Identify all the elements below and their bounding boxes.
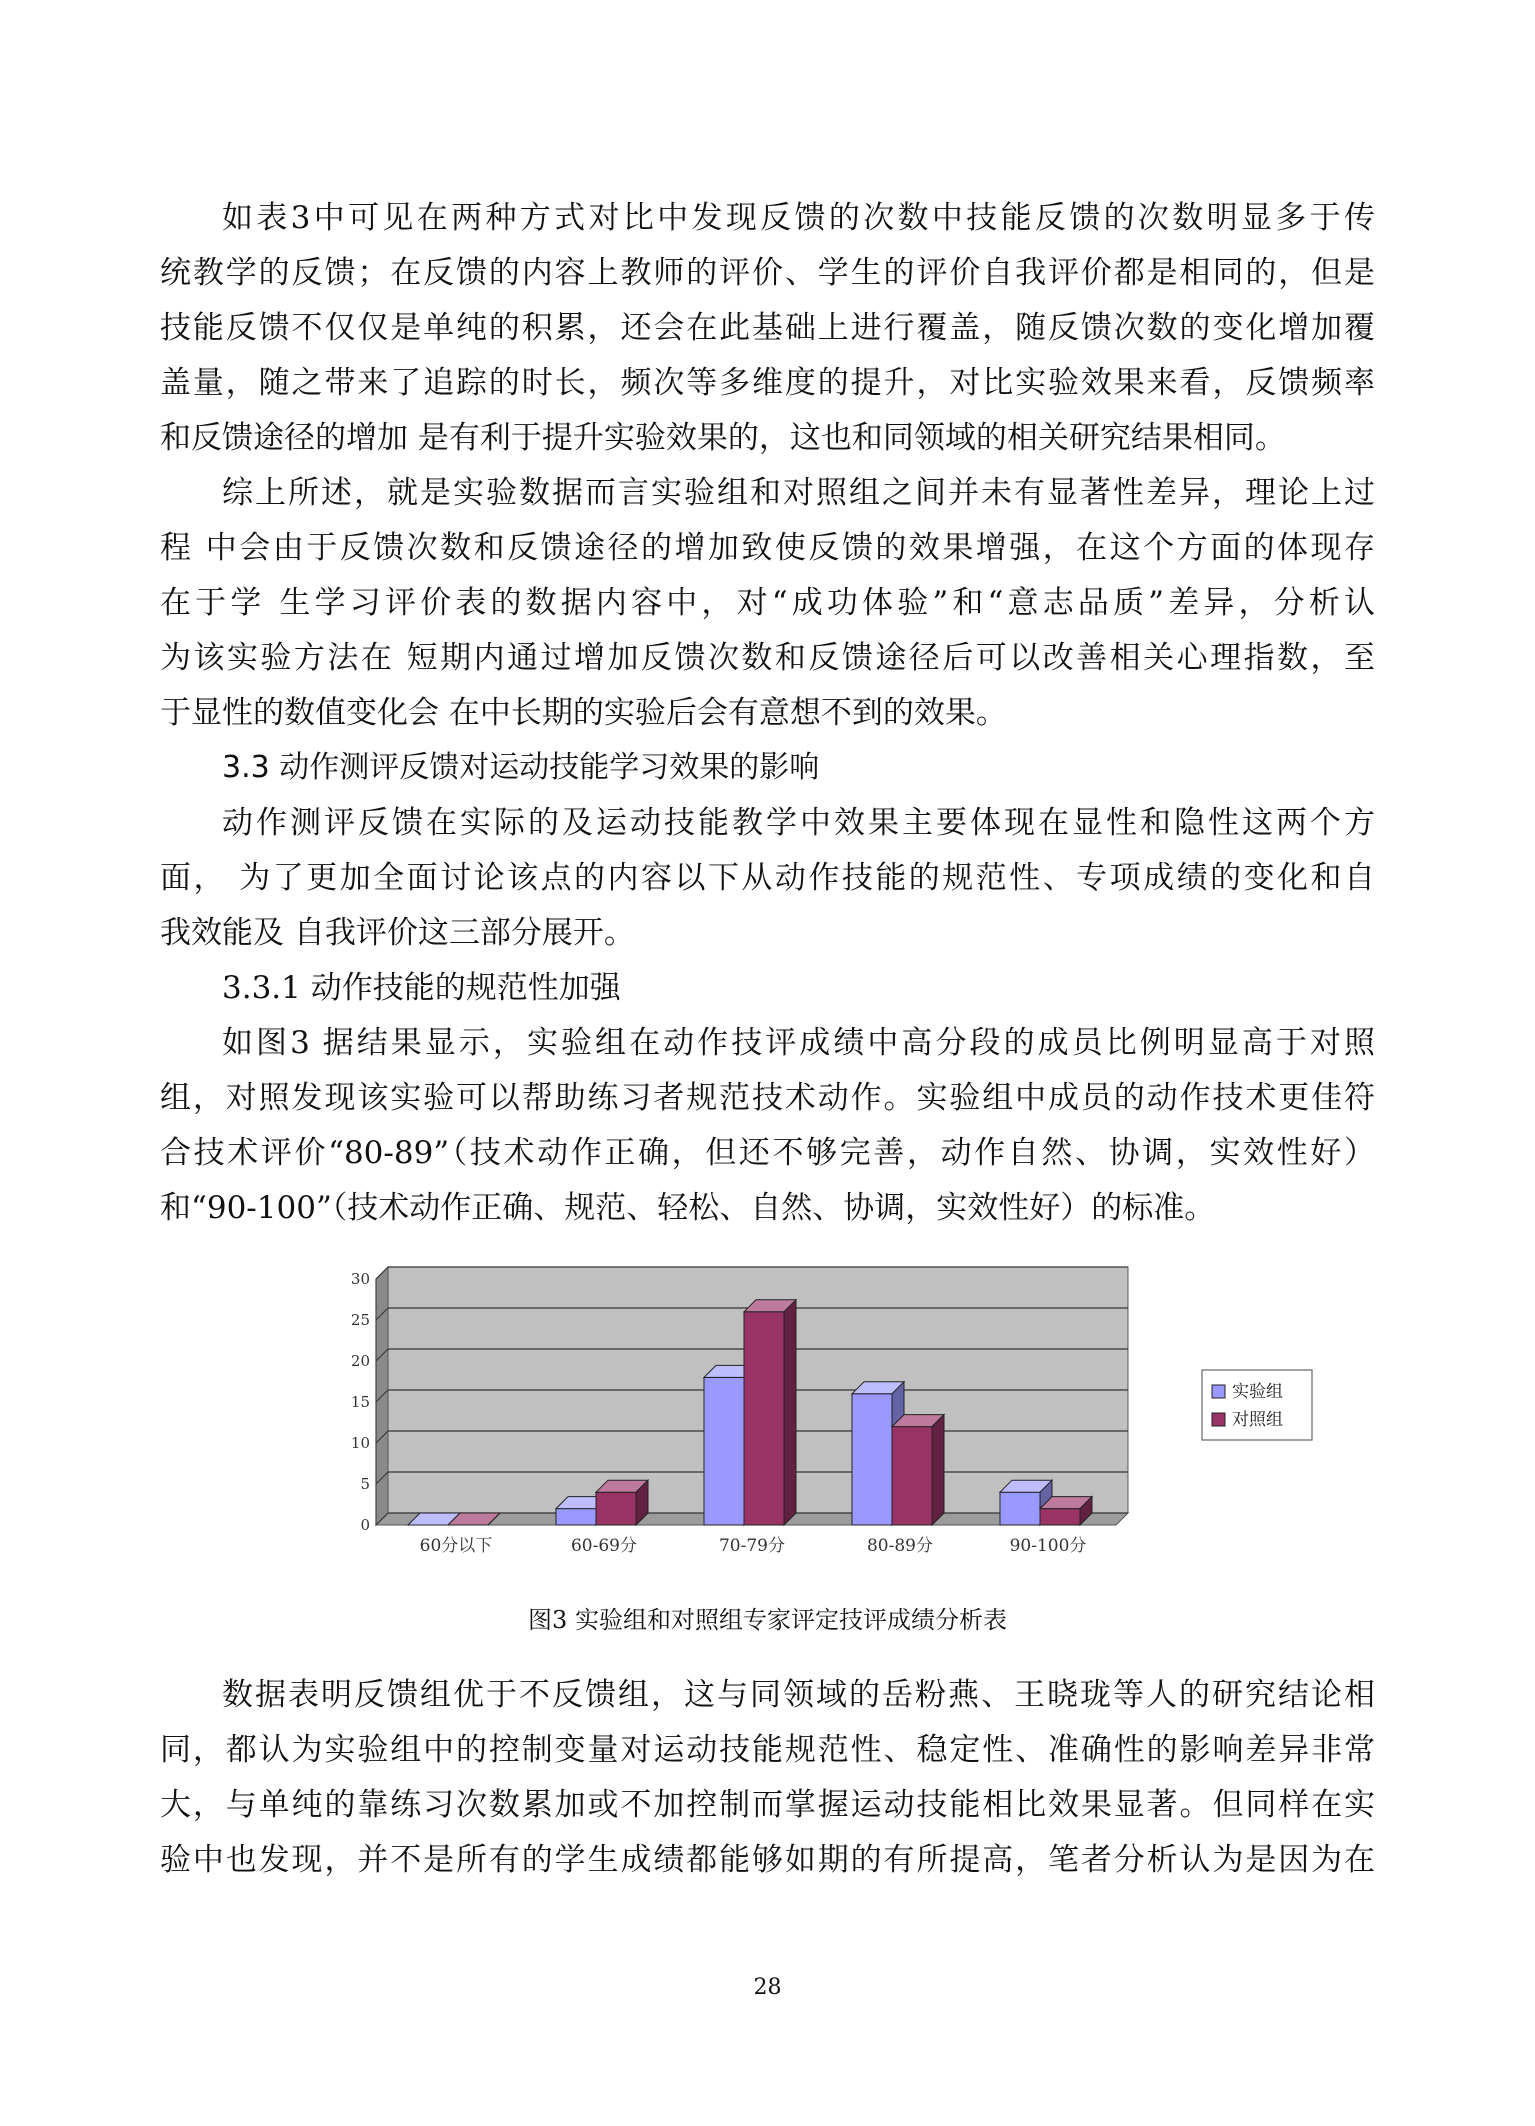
legend-swatch bbox=[1212, 1413, 1225, 1426]
legend-label: 对照组 bbox=[1232, 1410, 1283, 1430]
bar-side bbox=[784, 1300, 796, 1525]
bar-control bbox=[1040, 1509, 1080, 1525]
figure-caption: 图3 实验组和对照组专家评定技评成绩分析表 bbox=[528, 1606, 1007, 1634]
text-line: 和反馈途径的增加 是有利于提升实验效果的，这也和同领域的相关研究结果相同。 bbox=[160, 420, 1286, 456]
text-line: 程 中会由于反馈次数和反馈途径的增加致使反馈的效果增强，在这个方面的体现存 bbox=[160, 530, 1375, 566]
text-line: 在于学 生学习评价表的数据内容中，对“成功体验”和“意志品质”差异，分析认 bbox=[160, 585, 1375, 621]
text-line: 我效能及 自我评价这三部分展开。 bbox=[160, 915, 635, 951]
text-line: 数据表明反馈组优于不反馈组，这与同领域的岳粉燕、王晓珑等人的研究结论相 bbox=[222, 1677, 1375, 1713]
x-tick-label: 90-100分 bbox=[1009, 1536, 1087, 1556]
text-line: 动作测评反馈在实际的及运动技能教学中效果主要体现在显性和隐性这两个方 bbox=[222, 805, 1375, 841]
text-line: 合技术评价“80-89”（技术动作正确，但还不够完善，动作自然、协调，实效性好） bbox=[160, 1135, 1375, 1171]
subsection-heading-3-3-1: 3.3.1 动作技能的规范性加强 bbox=[222, 970, 621, 1006]
x-tick-label: 80-89分 bbox=[866, 1536, 934, 1556]
bar-experimental bbox=[556, 1509, 596, 1525]
text-line: 大，与单纯的靠练习次数累加或不加控制而掌握运动技能相比效果显著。但同样在实 bbox=[160, 1787, 1375, 1823]
bar-side bbox=[932, 1415, 944, 1525]
text-line: 盖量，随之带来了追踪的时长，频次等多维度的提升，对比实验效果来看，反馈频率 bbox=[160, 365, 1375, 401]
text-line: 如图3 据结果显示，实验组在动作技评成绩中高分段的成员比例明显高于对照 bbox=[222, 1025, 1375, 1061]
bar-experimental bbox=[1000, 1492, 1040, 1525]
bar-experimental bbox=[704, 1377, 744, 1525]
y-tick-label: 15 bbox=[350, 1393, 370, 1411]
text-line: 为该实验方法在 短期内通过增加反馈次数和反馈途径后可以改善相关心理指数，至 bbox=[160, 640, 1375, 676]
text-line: 技能反馈不仅仅是单纯的积累，还会在此基础上进行覆盖，随反馈次数的变化增加覆 bbox=[160, 310, 1375, 346]
x-tick-label: 70-79分 bbox=[718, 1536, 786, 1556]
text-line: 于显性的数值变化会 在中长期的实验后会有意想不到的效果。 bbox=[160, 695, 1007, 731]
text-line: 统教学的反馈；在反馈的内容上教师的评价、学生的评价自我评价都是相同的，但是 bbox=[160, 255, 1375, 291]
bar-experimental bbox=[852, 1394, 892, 1525]
section-heading-3-3: 3.3 动作测评反馈对运动技能学习效果的影响 bbox=[222, 750, 820, 785]
legend-label: 实验组 bbox=[1232, 1382, 1283, 1402]
y-tick-label: 25 bbox=[350, 1311, 370, 1329]
y-tick-label: 5 bbox=[360, 1475, 370, 1493]
legend-swatch bbox=[1212, 1385, 1225, 1398]
text-line: 综上所述，就是实验数据而言实验组和对照组之间并未有显著性差异，理论上过 bbox=[222, 475, 1375, 511]
bar-control bbox=[892, 1427, 932, 1525]
y-tick-label: 0 bbox=[360, 1516, 370, 1534]
text-line: 同，都认为实验组中的控制变量对运动技能规范性、稳定性、准确性的影响差异非常 bbox=[160, 1732, 1375, 1768]
bar-control bbox=[596, 1492, 636, 1525]
text-line: 验中也发现，并不是所有的学生成绩都能够如期的有所提高，笔者分析认为是因为在 bbox=[160, 1842, 1375, 1878]
text-line: 如表3中可见在两种方式对比中发现反馈的次数中技能反馈的次数明显多于传 bbox=[222, 200, 1375, 236]
text-line: 面， 为了更加全面讨论该点的内容以下从动作技能的规范性、专项成绩的变化和自 bbox=[160, 860, 1375, 896]
x-tick-label: 60-69分 bbox=[570, 1536, 638, 1556]
y-tick-label: 10 bbox=[350, 1434, 370, 1452]
text-line: 和“90-100”（技术动作正确、规范、轻松、自然、协调，实效性好）的标准。 bbox=[160, 1190, 1216, 1226]
x-tick-label: 60分以下 bbox=[419, 1536, 493, 1556]
y-tick-label: 20 bbox=[350, 1352, 370, 1370]
bar-control bbox=[744, 1312, 784, 1525]
y-tick-label: 30 bbox=[350, 1270, 370, 1288]
text-line: 组，对照发现该实验可以帮助练习者规范技术动作。实验组中成员的动作技术更佳符 bbox=[160, 1080, 1375, 1116]
figure-3-bar-chart bbox=[344, 1255, 1324, 1585]
page-number: 28 bbox=[753, 1975, 782, 2000]
